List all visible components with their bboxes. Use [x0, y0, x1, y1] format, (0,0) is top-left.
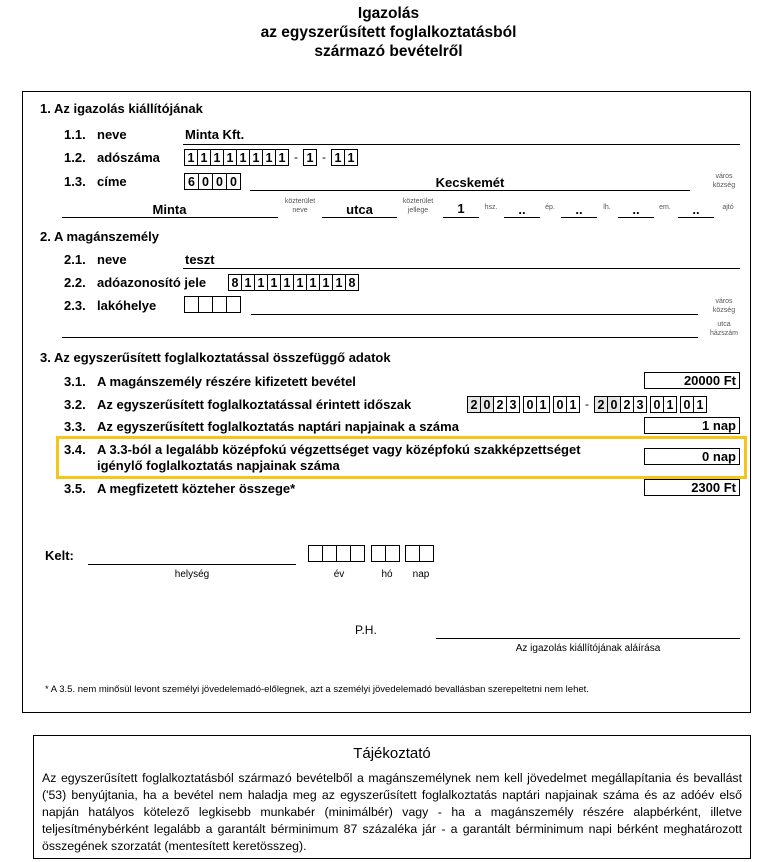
person-address-num: 2.3. — [64, 298, 86, 313]
digit-cell: 1 — [275, 149, 289, 166]
period-field[interactable] — [467, 396, 707, 413]
building-value[interactable]: .. — [518, 202, 526, 217]
stamp-label: P.H. — [355, 623, 377, 637]
person-taxid-label: adóazonosító jele — [97, 275, 207, 290]
person-street-caption: utca házszám — [709, 321, 738, 337]
period-separator: - — [585, 397, 589, 411]
issuer-name-value[interactable]: Minta Kft. — [185, 127, 245, 142]
period-label: Az egyszerűsített foglalkoztatással érintett időszak — [97, 397, 412, 412]
info-text: Az egyszerűsített foglalkoztatásból származó bevételből a magánszemélynek nem kell jövedelmet megállapítania és bevallást ('53) benyújtania, ha a bevétel nem haladja meg az egyszerűsített foglalkoztatás naptári napjainak száma és az adóév első napján hatályos kötelező legkisebb munkabér (minimálbér) vagy - ha a magánszemély részére alapbérként, illetve teljesítménybérként legalább a garantált bérminimum 87 százaléka jár - a garantált bérminimum napi bérként meghatározott összegének szorzatát (mentesített keretösszeg). — [42, 771, 742, 853]
digit-cell: 6 — [184, 173, 199, 190]
person-city-line[interactable] — [251, 314, 698, 315]
issuer-street-name-value[interactable]: Minta — [152, 202, 187, 217]
days-num: 3.3. — [64, 419, 86, 434]
person-street-line[interactable] — [62, 337, 698, 338]
person-name-value[interactable]: teszt — [185, 252, 215, 267]
qualified-days-num: 3.4. — [64, 442, 86, 457]
qualified-days-label-line2: igénylő foglalkoztatás napjainak száma — [97, 458, 340, 473]
digit-cell — [350, 545, 365, 562]
issuer-tax-num: 1.2. — [64, 150, 86, 165]
digit-cell: 0 — [212, 173, 227, 190]
person-taxid-num: 2.2. — [64, 275, 86, 290]
digit-cell: 1 — [267, 274, 281, 291]
digit-cell: 8 — [345, 274, 359, 291]
street-type-caption: közterület jellege — [402, 198, 434, 214]
digit-cell: 0 — [680, 396, 694, 413]
section1-heading: 1. Az igazolás kiállítójának — [40, 101, 203, 116]
date-day-field[interactable] — [405, 545, 434, 562]
issuer-zip-field[interactable] — [184, 173, 241, 190]
issuer-name-label: neve — [97, 127, 127, 142]
digit-cell — [226, 296, 241, 313]
digit-cell: 1 — [254, 274, 268, 291]
digit-cell: 0 — [553, 396, 567, 413]
digit-cell: 1 — [280, 274, 294, 291]
digit-cell: 1 — [184, 149, 198, 166]
person-city-caption: város község — [712, 298, 736, 314]
qualified-days-label-line1: A 3.3-ból a legalább középfokú végzettséget vagy középfokú szakképzettséget — [97, 442, 581, 457]
digit-cell: 3 — [506, 396, 520, 413]
section3-heading: 3. Az egyszerűsített foglalkoztatással összefüggő adatok — [40, 350, 391, 365]
ep-caption: ép. — [545, 204, 555, 211]
date-month-field[interactable] — [371, 545, 400, 562]
digit-cell — [322, 545, 337, 562]
issuer-name-num: 1.1. — [64, 127, 86, 142]
digit-cell: 1 — [331, 149, 345, 166]
digit-cell — [184, 296, 199, 313]
person-taxid-field[interactable] — [228, 274, 359, 291]
issuer-name-line — [183, 144, 740, 145]
city-caption: város község — [712, 173, 736, 189]
digit-cell — [405, 545, 420, 562]
digit-cell — [308, 545, 323, 562]
street-type-line — [322, 217, 397, 218]
period-num: 3.2. — [64, 397, 86, 412]
person-address-label: lakóhelye — [97, 298, 157, 313]
issuer-address-label: címe — [97, 174, 127, 189]
document-title-line1: Igazolás — [357, 5, 420, 22]
digit-cell: 1 — [663, 396, 677, 413]
digit-cell: 1 — [210, 149, 224, 166]
digit-cell: 1 — [293, 274, 307, 291]
digit-cell: 0 — [523, 396, 537, 413]
street-name-line — [62, 217, 278, 218]
person-name-num: 2.1. — [64, 252, 86, 267]
digit-cell: 0 — [607, 396, 621, 413]
digit-cell: 1 — [306, 274, 320, 291]
days-label: Az egyszerűsített foglalkoztatás naptári napjainak a száma — [97, 419, 459, 434]
tax-paid-value-field[interactable]: 2300 Ft — [644, 479, 740, 496]
digit-cell: 1 — [241, 274, 255, 291]
door-caption: ajtó — [722, 204, 734, 211]
digit-cell: 1 — [223, 149, 237, 166]
digit-cell: 0 — [480, 396, 494, 413]
digit-cell: 1 — [303, 149, 317, 166]
digit-cell: 1 — [249, 149, 263, 166]
digit-cell — [198, 296, 213, 313]
tax-separator: - — [322, 150, 326, 164]
person-name-label: neve — [97, 252, 127, 267]
em-caption: em. — [659, 204, 671, 211]
staircase-line — [561, 217, 597, 218]
place-line[interactable] — [88, 564, 296, 565]
income-num: 3.1. — [64, 374, 86, 389]
signature-line[interactable] — [436, 638, 740, 639]
street-name-caption: közterület neve — [284, 198, 316, 214]
kelt-label: Kelt: — [45, 548, 74, 563]
digit-cell: 2 — [620, 396, 634, 413]
issuer-house-number-value[interactable]: 1 — [457, 201, 465, 216]
digit-cell — [385, 545, 400, 562]
date-year-field[interactable] — [308, 545, 365, 562]
footnote: * A 3.5. nem minősül levont személyi jövedelemadó-előlegnek, azt a személyi jövedelemadó bevallásban szerepeltetni nem lehet. — [45, 684, 589, 695]
digit-cell: 0 — [198, 173, 213, 190]
floor-value[interactable]: .. — [632, 202, 640, 217]
digit-cell: 0 — [226, 173, 241, 190]
digit-cell: 2 — [493, 396, 507, 413]
digit-cell: 1 — [566, 396, 580, 413]
house-number-line — [443, 217, 479, 218]
digit-cell: 1 — [236, 149, 250, 166]
issuer-city-line — [250, 190, 690, 191]
document-title-line2: az egyszerűsített foglalkoztatásból — [260, 24, 517, 41]
issuer-city-value[interactable]: Kecskemét — [435, 175, 505, 190]
digit-cell — [212, 296, 227, 313]
issuer-tax-label: adószáma — [97, 150, 160, 165]
person-name-line — [183, 268, 740, 269]
person-zip-field[interactable] — [184, 296, 241, 313]
door-value[interactable]: .. — [692, 202, 700, 217]
section2-heading: 2. A magánszemély — [40, 229, 159, 244]
staircase-value[interactable]: .. — [575, 202, 583, 217]
year-caption: év — [333, 569, 345, 580]
digit-cell: 1 — [344, 149, 358, 166]
days-value-field[interactable]: 1 nap — [644, 417, 740, 434]
digit-cell: 1 — [332, 274, 346, 291]
digit-cell: 1 — [536, 396, 550, 413]
tax-paid-label: A megfizetett közteher összege* — [97, 481, 296, 496]
tax-paid-num: 3.5. — [64, 481, 86, 496]
digit-cell: 0 — [650, 396, 664, 413]
floor-line — [618, 217, 654, 218]
lh-caption: lh. — [603, 204, 611, 211]
income-label: A magánszemély részére kifizetett bevétel — [97, 374, 356, 389]
digit-cell — [371, 545, 386, 562]
digit-cell: 1 — [319, 274, 333, 291]
tax-separator: - — [294, 150, 298, 164]
month-caption: hó — [381, 569, 393, 580]
building-line — [504, 217, 540, 218]
issuer-tax-number-field[interactable] — [184, 149, 358, 166]
issuer-address-num: 1.3. — [64, 174, 86, 189]
digit-cell: 1 — [197, 149, 211, 166]
signature-caption: Az igazolás kiállítójának aláírása — [515, 643, 661, 654]
digit-cell: 2 — [594, 396, 608, 413]
digit-cell: 1 — [693, 396, 707, 413]
info-title: Tájékoztató — [353, 745, 431, 762]
digit-cell — [419, 545, 434, 562]
income-value-field[interactable]: 20000 Ft — [644, 372, 740, 389]
digit-cell: 8 — [228, 274, 242, 291]
digit-cell: 2 — [467, 396, 481, 413]
door-line — [678, 217, 714, 218]
place-caption: helység — [174, 569, 210, 580]
digit-cell: 3 — [633, 396, 647, 413]
hsz-caption: hsz. — [484, 204, 498, 211]
issuer-street-type-value[interactable]: utca — [346, 202, 373, 217]
qualified-days-value-field[interactable]: 0 nap — [644, 448, 740, 465]
day-caption: nap — [412, 569, 430, 580]
digit-cell: 1 — [262, 149, 276, 166]
document-title-line3: származó bevételről — [314, 43, 463, 60]
digit-cell — [336, 545, 351, 562]
